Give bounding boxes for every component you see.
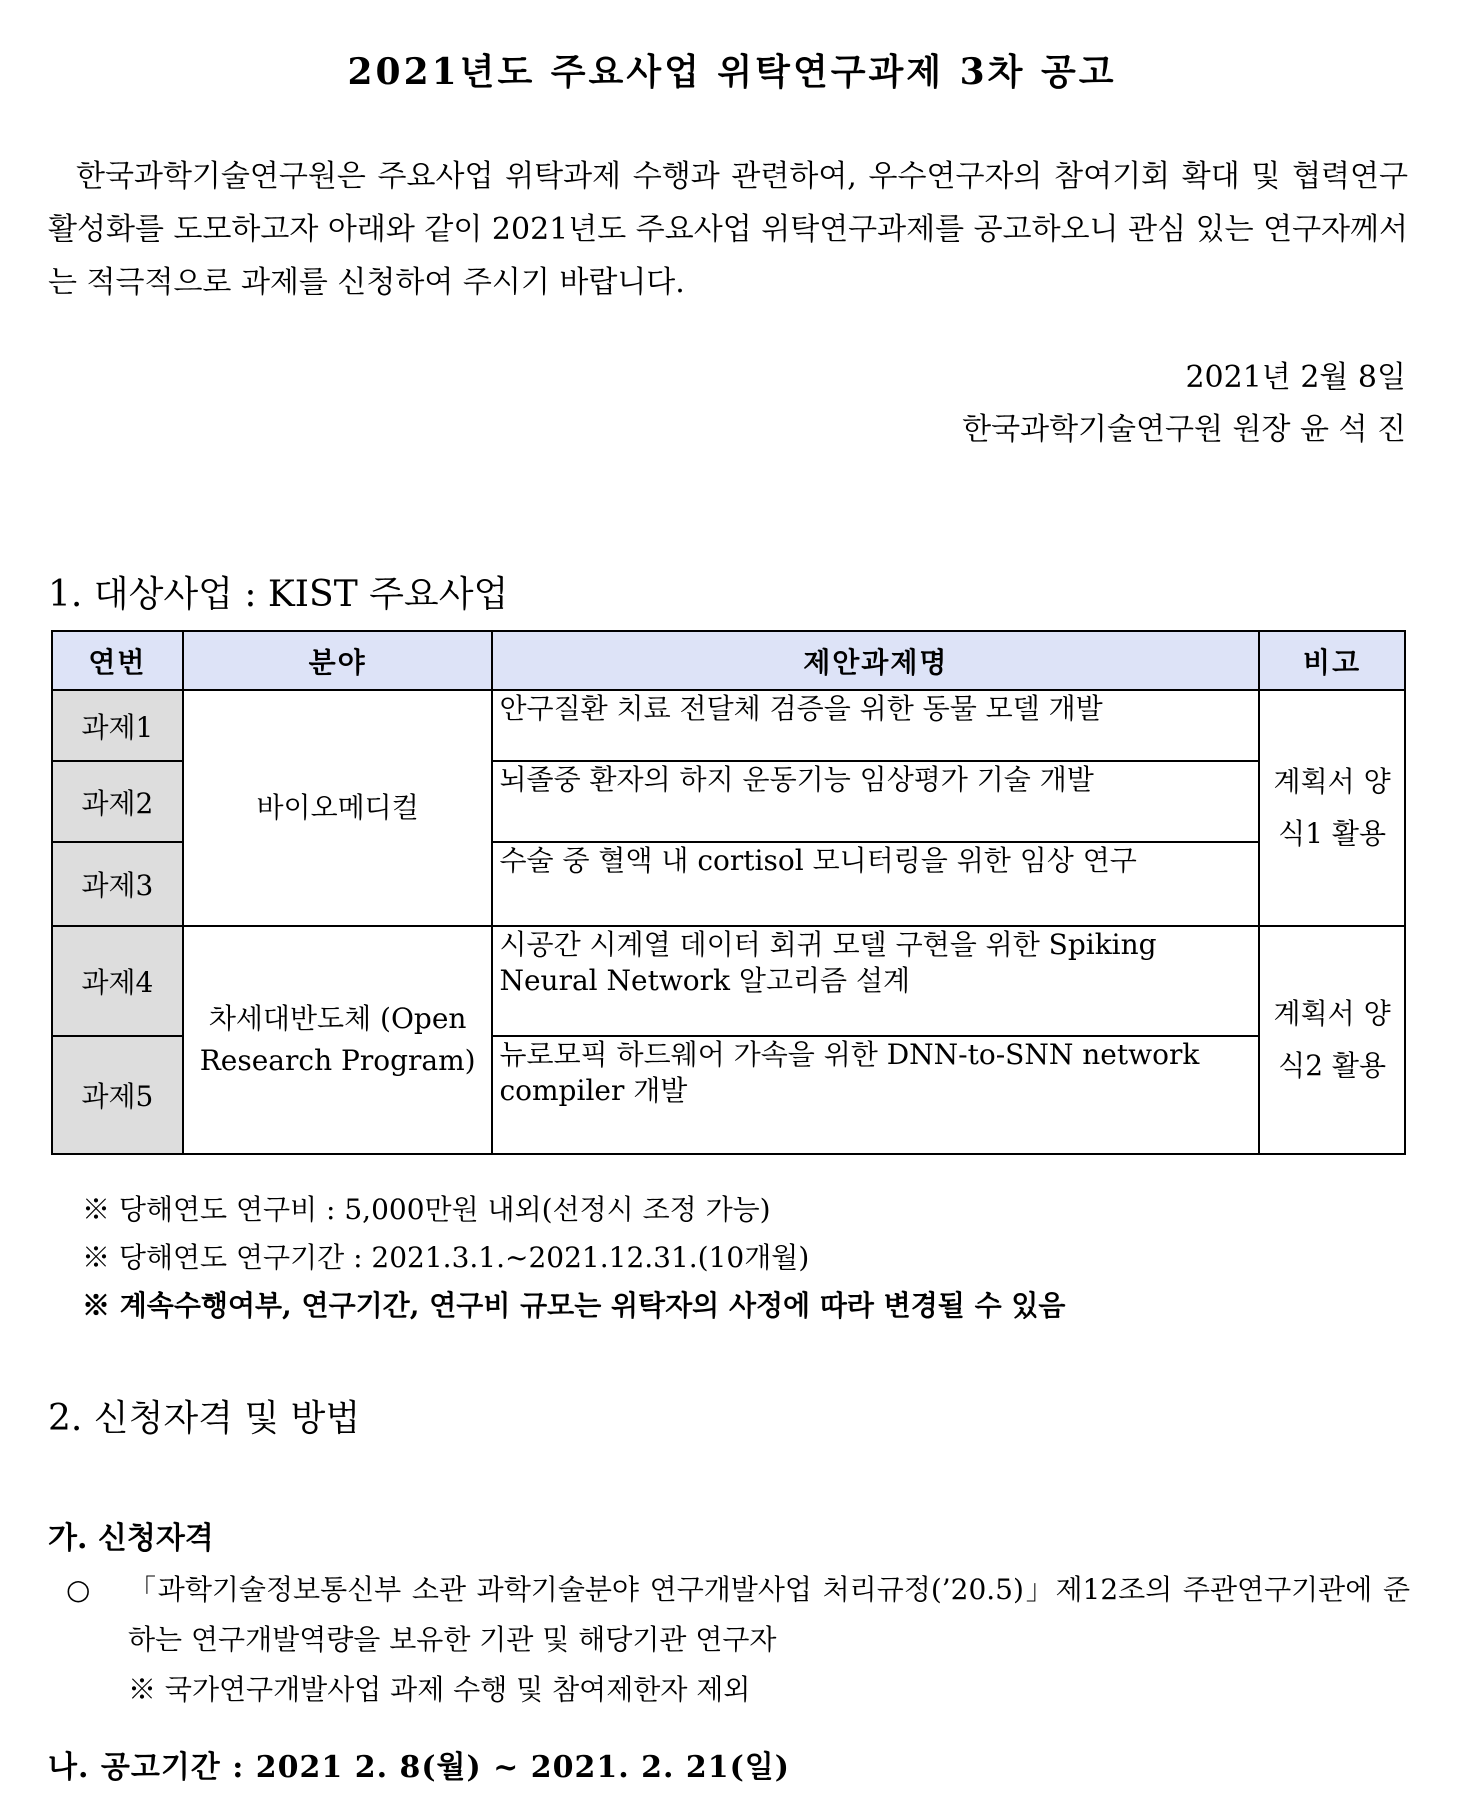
table-row [52, 690, 1405, 761]
signatory: 한국과학기술연구원 원장 윤 석 진 [962, 412, 1406, 447]
table-row [52, 926, 1405, 1036]
header-title: 제안과제명 [492, 631, 1259, 690]
eligibility-item [66, 1565, 1410, 1665]
circle-bullet: ○ [66, 1573, 91, 1606]
eligibility-block [66, 1565, 1410, 1715]
task-number: 과제5 [52, 1036, 183, 1154]
document-title: 2021년도 주요사업 위탁연구과제 3차 공고 [347, 51, 1117, 93]
task-number: 과제1 [52, 690, 183, 761]
header-remark: 비고 [1259, 631, 1405, 690]
intro-paragraph: 한국과학기술연구원은 주요사업 위탁과제 수행과 관련하여, 우수연구자의 참여기회 확대 및 협력연구 활성화를 도모하고자 아래와 같이 2021년도 주요사업 위탁연구과제를 공고하오니 관심 있는 연구자께서는 적극적으로 과제를 신청하여 주시기 바랍니다. [48, 159, 1408, 300]
note-period: ※ 당해연도 연구기간 : 2021.3.1.~2021.12.31.(10개월) [82, 1241, 810, 1274]
task-number: 과제2 [52, 761, 183, 842]
announcement-period-heading: 나. 공고기간 : 2021 2. 8(월) ~ 2021. 2. 21(일) [48, 1750, 790, 1785]
header-no: 연번 [52, 631, 183, 690]
section-1-heading: 1. 대상사업 : KIST 주요사업 [48, 574, 509, 615]
task-number: 과제4 [52, 926, 183, 1036]
task-title: 수술 중 혈액 내 cortisol 모니터링을 위한 임상 연구 [492, 842, 1259, 926]
eligibility-heading: 가. 신청자격 [48, 1521, 214, 1556]
task-title: 시공간 시계열 데이터 회귀 모델 구현을 위한 Spiking Neural Network 알고리즘 설계 [492, 926, 1259, 1036]
eligibility-text: 「과학기술정보통신부 소관 과학기술분야 연구개발사업 처리규정(’20.5)」제12조의 주관연구기관에 준하는 연구개발역량을 보유한 기관 및 해당기관 연구자 [128, 1573, 1410, 1656]
task-number: 과제3 [52, 842, 183, 926]
table-header-row [52, 631, 1405, 690]
remark-cell: 계획서 양식1 활용 [1259, 690, 1405, 926]
field-cell: 차세대반도체 (Open Research Program) [183, 926, 493, 1154]
header-field: 분야 [183, 631, 493, 690]
note-disclaimer: ※ 계속수행여부, 연구기간, 연구비 규모는 위탁자의 사정에 따라 변경될 수 있음 [82, 1289, 1066, 1322]
field-cell: 바이오메디컬 [183, 690, 493, 926]
section-2-heading: 2. 신청자격 및 방법 [48, 1398, 361, 1439]
notes-list [82, 1186, 1065, 1330]
announcement-date: 2021년 2월 8일 [1185, 360, 1406, 395]
note-budget: ※ 당해연도 연구비 : 5,000만원 내외(선정시 조정 가능) [82, 1193, 771, 1226]
eligibility-note: ※ 국가연구개발사업 과제 수행 및 참여제한자 제외 [128, 1673, 751, 1706]
task-title: 안구질환 치료 전달체 검증을 위한 동물 모델 개발 [492, 690, 1259, 761]
remark-cell: 계획서 양식2 활용 [1259, 926, 1405, 1154]
task-title: 뉴로모픽 하드웨어 가속을 위한 DNN-to-SNN network compiler 개발 [492, 1036, 1259, 1154]
task-title: 뇌졸중 환자의 하지 운동기능 임상평가 기술 개발 [492, 761, 1259, 842]
project-table [51, 630, 1406, 1155]
